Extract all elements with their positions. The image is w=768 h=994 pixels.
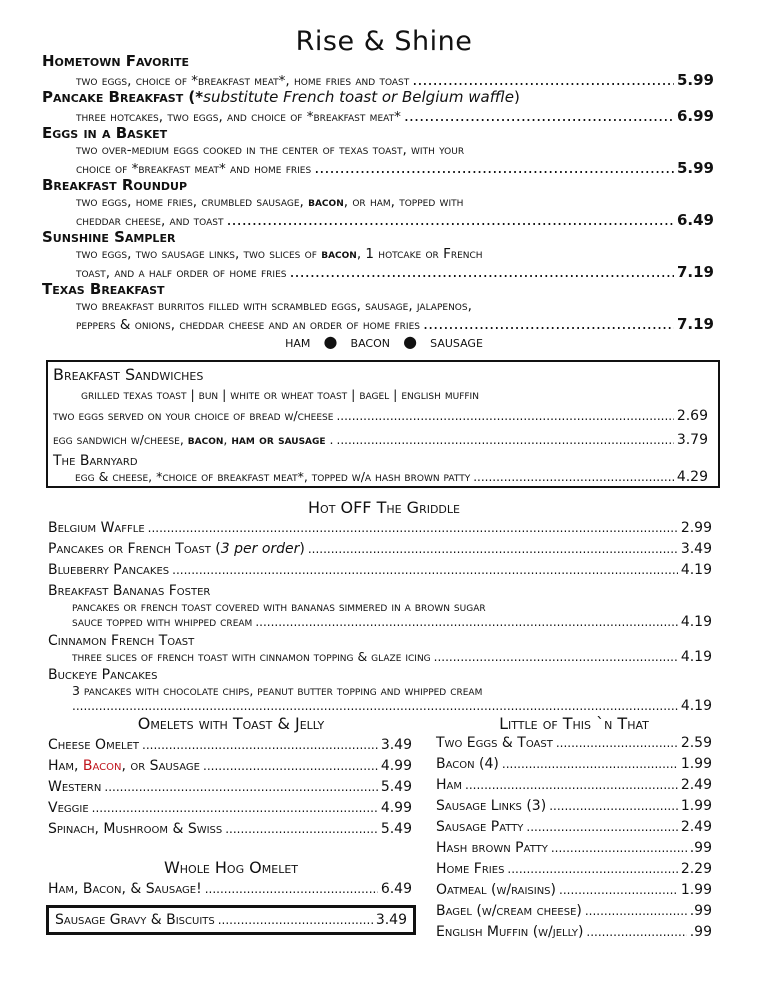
item-name: Belgium Waffle bbox=[48, 520, 145, 536]
little-section bbox=[436, 735, 712, 945]
sausage-gravy-box bbox=[46, 905, 416, 935]
item-name: Ham bbox=[436, 777, 462, 793]
item-name: Sausage Patty bbox=[436, 819, 524, 835]
item-description-cont: toast, and a half order of home fries bbox=[76, 265, 287, 281]
griddle-section bbox=[48, 520, 712, 717]
item-description-cont: sauce topped with whipped cream bbox=[72, 614, 253, 629]
item-name: Hash brown Patty bbox=[436, 840, 548, 856]
sandwich-item-barnyard bbox=[53, 469, 708, 485]
item-name: Buckeye Pancakes bbox=[48, 667, 158, 683]
item-name: Spinach, Mushroom & Swiss bbox=[48, 821, 223, 837]
item-price: 2.29 bbox=[680, 861, 712, 877]
item-price: 2.99 bbox=[680, 520, 712, 536]
item-price: 7.19 bbox=[676, 315, 714, 333]
griddle-item bbox=[48, 520, 712, 541]
item-name: Bagel (w/cream cheese) bbox=[436, 903, 582, 919]
item-price: .99 bbox=[689, 903, 712, 919]
item-description: egg sandwich w/cheese, bacon, ham or sausage . bbox=[53, 432, 334, 447]
item-price: 1.99 bbox=[680, 798, 712, 814]
whole-hog-item bbox=[48, 881, 412, 897]
item-description: two eggs, home fries, crumbled sausage, bacon, or ham, topped with bbox=[76, 194, 464, 210]
bullet-icon: ● bbox=[403, 332, 418, 351]
item-description: 3 pancakes with chocolate chips, peanut butter topping and whipped cream bbox=[72, 683, 483, 698]
item-name: Ham, Bacon, or Sausage bbox=[48, 758, 200, 774]
item-price: 6.49 bbox=[380, 881, 412, 897]
whole-hog-title: Whole Hog Omelet bbox=[163, 858, 299, 877]
omelet-item bbox=[48, 821, 412, 842]
item-price: 4.29 bbox=[676, 469, 708, 485]
item-name: Home Fries bbox=[436, 861, 505, 877]
item-description-cont: choice of *breakfast meat* and home fries bbox=[76, 161, 312, 177]
item-description: two eggs, choice of *breakfast meat*, home fries and toast bbox=[76, 73, 410, 89]
omelets-section bbox=[48, 737, 412, 842]
item-description-cont: peppers & onions, cheddar cheese and an order of home fries bbox=[76, 317, 420, 333]
item-name: Two Eggs & Toast bbox=[436, 735, 553, 751]
meat-sausage: sausage bbox=[430, 332, 483, 351]
item-price: 4.99 bbox=[380, 800, 412, 816]
little-item bbox=[436, 924, 712, 945]
menu-title: Rise & Shine bbox=[295, 26, 473, 57]
griddle-item bbox=[48, 541, 712, 562]
item-description: two over-medium eggs cooked in the center of texas toast, with your bbox=[76, 142, 465, 158]
item-description: two eggs, two sausage links, two slices of bacon, 1 hotcake or French bbox=[76, 246, 483, 262]
item-name: Western bbox=[48, 779, 102, 795]
little-item bbox=[436, 777, 712, 798]
item-description: egg & cheese, *choice of breakfast meat*, topped w/a hash brown patty bbox=[75, 469, 471, 484]
item-price: 4.99 bbox=[380, 758, 412, 774]
item-price: 5.49 bbox=[380, 779, 412, 795]
little-item bbox=[436, 798, 712, 819]
item-price: 3.49 bbox=[380, 737, 412, 753]
item-price: 4.19 bbox=[680, 614, 712, 630]
item-name: Eggs in a Basket bbox=[42, 124, 168, 142]
little-item bbox=[436, 903, 712, 924]
bread-choices: grilled texas toast | bun | white or wheat toast | bagel | english muffin bbox=[81, 387, 479, 402]
little-title: Little of This `n That bbox=[499, 714, 649, 733]
item-price: 4.19 bbox=[680, 649, 712, 665]
sandwiches-title: Breakfast Sandwiches bbox=[53, 365, 204, 384]
item-price: .99 bbox=[689, 840, 712, 856]
item-price: 5.99 bbox=[676, 159, 714, 177]
item-name: Blueberry Pancakes bbox=[48, 562, 170, 578]
little-item bbox=[436, 819, 712, 840]
griddle-item-buckeye bbox=[48, 667, 712, 717]
item-price: 2.49 bbox=[680, 777, 712, 793]
item-breakfast-roundup bbox=[42, 176, 714, 228]
item-price: 2.59 bbox=[680, 735, 712, 751]
item-description: two eggs served on your choice of bread w/cheese bbox=[53, 408, 334, 423]
little-item bbox=[436, 735, 712, 756]
item-name: Cheese Omelet bbox=[48, 737, 140, 753]
item-name: Pancakes or French Toast (3 per order) bbox=[48, 541, 305, 557]
item-name: Breakfast Bananas Foster bbox=[48, 583, 211, 599]
little-item bbox=[436, 756, 712, 777]
item-price: 6.99 bbox=[676, 107, 714, 125]
item-price: 2.49 bbox=[680, 819, 712, 835]
breakfast-sandwiches-box bbox=[46, 360, 720, 488]
item-name: Texas Breakfast bbox=[42, 280, 165, 298]
item-name: Sunshine Sampler bbox=[42, 228, 176, 246]
item-price: 3.79 bbox=[676, 432, 708, 448]
item-name: Oatmeal (w/raisins) bbox=[436, 882, 556, 898]
item-name: Hometown Favorite bbox=[42, 52, 190, 70]
omelet-item bbox=[48, 779, 412, 800]
sandwich-item-basic bbox=[53, 408, 708, 424]
barnyard-name: The Barnyard bbox=[53, 453, 138, 469]
item-hometown-favorite bbox=[42, 52, 714, 88]
item-price: 3.49 bbox=[375, 912, 407, 928]
item-texas-breakfast bbox=[42, 280, 714, 333]
item-price: 1.99 bbox=[680, 882, 712, 898]
item-description-cont: cheddar cheese, and toast bbox=[76, 213, 224, 229]
meats-line bbox=[0, 332, 768, 351]
griddle-item bbox=[48, 562, 712, 583]
omelets-title: Omelets with Toast & Jelly bbox=[137, 714, 325, 733]
item-description: three slices of french toast with cinnamon topping & glaze icing bbox=[72, 649, 431, 664]
item-name: Bacon (4) bbox=[436, 756, 499, 772]
omelet-item bbox=[48, 800, 412, 821]
item-price: 4.19 bbox=[680, 562, 712, 578]
meat-bacon: bacon bbox=[350, 332, 390, 351]
omelet-item bbox=[48, 737, 412, 758]
meat-ham: ham bbox=[285, 332, 311, 351]
item-name: Cinnamon French Toast bbox=[48, 633, 195, 649]
item-description: pancakes or french toast covered with bananas simmered in a brown sugar bbox=[72, 599, 486, 614]
item-price: 7.19 bbox=[676, 263, 714, 281]
item-name: Sausage Links (3) bbox=[436, 798, 547, 814]
item-name: English Muffin (w/jelly) bbox=[436, 924, 584, 940]
item-price: 1.99 bbox=[680, 756, 712, 772]
bullet-icon: ● bbox=[323, 332, 338, 351]
item-pancake-breakfast bbox=[42, 88, 714, 124]
item-price: 2.69 bbox=[676, 408, 708, 424]
item-description: two breakfast burritos filled with scrambled eggs, sausage, jalapenos, bbox=[76, 298, 472, 314]
item-name: Veggie bbox=[48, 800, 89, 816]
griddle-item-bananas-foster bbox=[48, 583, 712, 633]
omelet-item bbox=[48, 758, 412, 779]
item-price: 5.49 bbox=[380, 821, 412, 837]
little-item bbox=[436, 840, 712, 861]
item-sunshine-sampler bbox=[42, 228, 714, 280]
item-price: 3.49 bbox=[680, 541, 712, 557]
breakfast-specials bbox=[42, 52, 714, 333]
item-description: three hotcakes, two eggs, and choice of *breakfast meat* bbox=[76, 109, 401, 125]
item-eggs-in-a-basket bbox=[42, 124, 714, 176]
griddle-item-cinnamon bbox=[48, 633, 712, 667]
item-price: 4.19 bbox=[680, 698, 712, 714]
item-price: 6.49 bbox=[676, 211, 714, 229]
item-name: Breakfast Roundup bbox=[42, 176, 188, 194]
item-name: Ham, Bacon, & Sausage! bbox=[48, 881, 202, 897]
griddle-title: Hot OFF The Griddle bbox=[308, 498, 460, 517]
little-item bbox=[436, 882, 712, 903]
item-name: Pancake Breakfast (*substitute French toast or Belgium waffle) bbox=[42, 88, 520, 106]
item-price: 5.99 bbox=[676, 71, 714, 89]
item-name: Sausage Gravy & Biscuits bbox=[55, 912, 215, 928]
sandwich-item-meat bbox=[53, 432, 708, 448]
item-price: .99 bbox=[689, 924, 712, 940]
little-item bbox=[436, 861, 712, 882]
